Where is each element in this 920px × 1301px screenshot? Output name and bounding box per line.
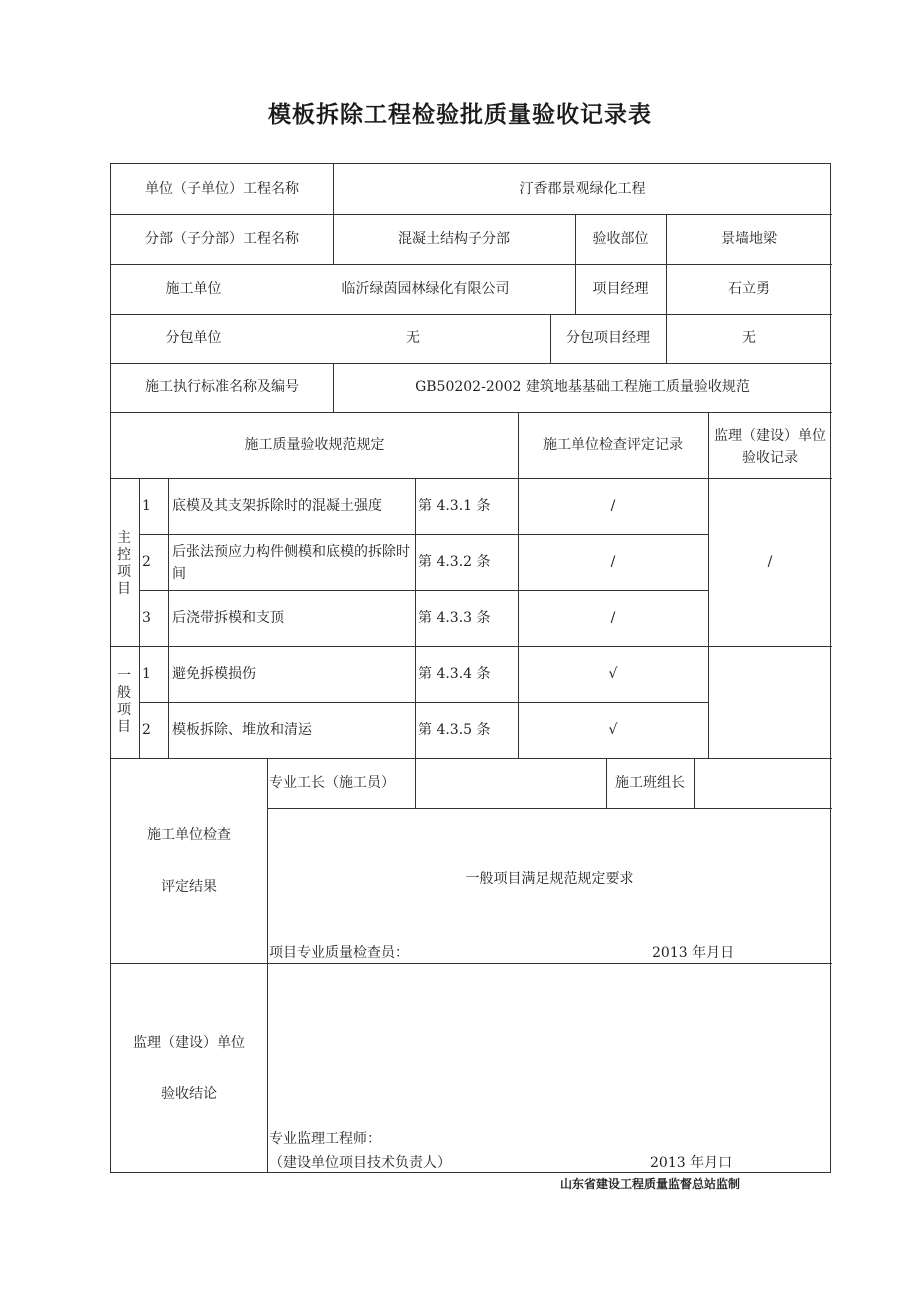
main-item-no: 2 [142,554,151,570]
contractor-value: 临沂绿茵园林绿化有限公司 [341,281,510,297]
main-item-result: / [610,554,616,570]
col-divider [168,478,169,758]
col-divider [267,758,268,1173]
row-divider [111,646,832,647]
main-item-result: / [610,498,616,514]
main-item-clause: 第 4.3.1 条 [418,498,491,514]
row-divider [267,808,832,809]
col-divider [518,412,519,758]
owner-tech-lead-label: （建设单位项目技术负责人） [269,1155,451,1171]
main-item-no: 1 [142,498,151,514]
quality-inspector-label: 项目专业质量检查员： [269,945,409,961]
unit-name-value: 汀香郡景观绿化工程 [519,181,646,197]
col-divider [708,412,709,758]
main-item-clause: 第 4.3.3 条 [418,610,491,626]
standard-label: 施工执行标准名称及编号 [145,379,299,395]
general-item-clause: 第 4.3.5 条 [418,722,491,738]
general-item-clause: 第 4.3.4 条 [418,666,491,682]
sub-project-manager-label: 分包项目经理 [566,330,650,346]
project-manager-value: 石立勇 [728,281,770,297]
row-divider [111,758,832,759]
project-manager-label: 项目经理 [592,281,649,297]
col-divider [415,478,416,758]
general-item-name: 模板拆除、堆放和清运 [172,722,312,738]
general-item-result: √ [608,666,618,682]
row-divider [111,412,832,413]
main-item-result: / [610,610,616,626]
supervisor-eval-label: 验收结论 [161,1086,217,1102]
subcontractor-value: 无 [406,330,420,346]
main-items-group-label: 主控项目 [117,530,131,597]
contractor-eval-date: 2013 年月日 [652,945,735,961]
main-item-no: 3 [142,610,151,626]
supervisor-main-result: / [767,554,773,570]
contractor-eval-label: 施工单位检查 [147,827,231,843]
acceptance-part-label: 验收部位 [592,231,649,247]
division-name-label: 分部（子分部）工程名称 [145,231,299,247]
col-divider [694,758,695,808]
supervising-engineer-label: 专业监理工程师： [269,1131,381,1147]
row-divider [139,590,708,591]
col-divider [415,758,416,808]
general-item-result: √ [608,722,618,738]
row-divider [111,214,832,215]
division-name-value: 混凝土结构子分部 [398,231,510,247]
main-item-clause: 第 4.3.2 条 [418,554,491,570]
row-divider [111,478,832,479]
col-divider [139,478,140,758]
supervisor-eval-label: 监理（建设）单位 [133,1035,245,1051]
main-item-name: 后张法预应力构件侧模和底模的拆除时间 [172,544,410,582]
main-item-name: 后浇带拆模和支顶 [172,610,284,626]
contractor-label: 施工单位 [165,281,222,297]
general-item-no: 1 [142,666,151,682]
foreman-label: 专业工长（施工员） [269,775,395,791]
contractor-record-header: 施工单位检查评定记录 [543,437,683,453]
inspection-record-table [110,163,831,1173]
supervisor-eval-date: 2013 年月口 [650,1155,733,1171]
contractor-conclusion: 一般项目满足规范规定要求 [465,871,634,887]
footer-issuer: 山东省建设工程质量监督总站监制 [560,1177,741,1191]
standard-value: GB50202-2002 建筑地基基础工程施工质量验收规范 [415,379,750,395]
contractor-eval-label: 评定结果 [161,879,217,895]
spec-column-header: 施工质量验收规范规定 [244,437,385,453]
page-title: 模板拆除工程检验批质量验收记录表 [268,102,652,128]
row-divider [111,264,832,265]
row-divider [139,534,708,535]
general-item-no: 2 [142,722,151,738]
general-item-name: 避免拆模损伤 [172,666,256,682]
row-divider [139,702,708,703]
subcontractor-label: 分包单位 [165,330,222,346]
row-divider [111,314,832,315]
main-item-name: 底模及其支架拆除时的混凝土强度 [172,498,382,514]
supervisor-record-header: 监理（建设）单位验收记录 [714,428,826,466]
sub-project-manager-value: 无 [742,330,756,346]
row-divider [111,363,832,364]
row-divider [111,963,832,964]
acceptance-part-value: 景墙地梁 [721,231,777,247]
team-leader-label: 施工班组长 [615,775,685,791]
unit-name-label: 单位（子单位）工程名称 [145,181,299,197]
general-items-group-label: 一般项目 [117,668,131,735]
